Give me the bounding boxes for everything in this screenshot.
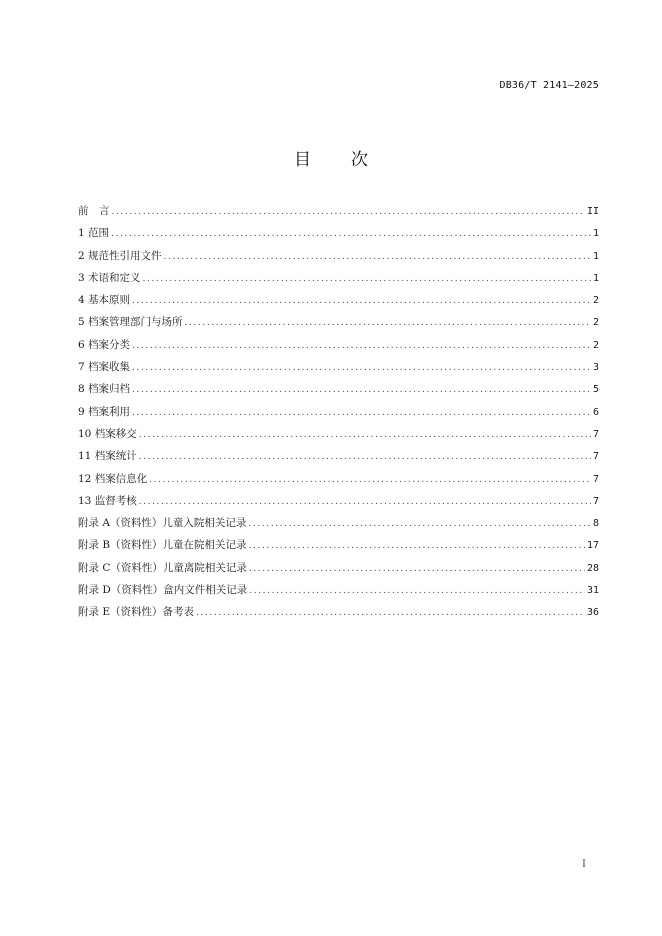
- toc-leader-dots: [132, 341, 591, 351]
- toc-leader-dots: [132, 385, 591, 395]
- toc-entry[interactable]: [78, 515, 599, 537]
- toc-entry-label: 13 监督考核: [78, 494, 137, 507]
- toc-entry[interactable]: [78, 359, 599, 381]
- page-folio: I: [582, 859, 586, 870]
- toc-entry-label: 3 术语和定义: [78, 271, 141, 284]
- toc-leader-dots: [132, 363, 591, 373]
- toc-entry-label: 12 档案信息化: [78, 472, 148, 485]
- toc-entry-page: 1: [592, 272, 599, 284]
- toc-entry-page: 1: [592, 250, 599, 262]
- toc-entry-page: 17: [586, 540, 599, 552]
- toc-entry[interactable]: [78, 292, 599, 314]
- toc-entry-label: 11 档案统计: [78, 450, 137, 463]
- toc-leader-dots: [196, 608, 585, 618]
- toc-entry-label: 附录 D（资料性）盒内文件相关记录: [78, 584, 248, 597]
- toc-entry-label: 7 档案收集: [78, 361, 131, 374]
- toc-leader-dots: [249, 586, 585, 596]
- toc-entry-label: 5 档案管理部门与场所: [78, 316, 183, 329]
- toc-entry-page: II: [586, 206, 599, 217]
- page-title: [0, 145, 662, 170]
- toc-entry[interactable]: [78, 203, 599, 225]
- toc-leader-dots: [249, 541, 585, 551]
- toc-entry-label: 1 范围: [78, 227, 110, 240]
- toc-entry[interactable]: [78, 471, 599, 493]
- toc-entry[interactable]: [78, 314, 599, 336]
- title-char-1: 目: [294, 150, 311, 170]
- toc-entry-label: 附录 A（资料性）儿童入院相关记录: [78, 517, 247, 530]
- toc-entry-page: 31: [586, 585, 599, 597]
- toc-entry-label: 10 档案移交: [78, 427, 137, 440]
- toc-leader-dots: [139, 452, 591, 462]
- document-number: DB36/T 2141—2025: [499, 80, 599, 91]
- toc-entry[interactable]: [78, 270, 599, 292]
- toc-entry[interactable]: [78, 560, 599, 582]
- toc-entry-label: 4 基本原则: [78, 294, 131, 307]
- toc-entry-page: 2: [592, 295, 599, 307]
- toc-entry-page: 6: [592, 406, 599, 418]
- toc-leader-dots: [149, 475, 591, 485]
- toc-entry[interactable]: [78, 337, 599, 359]
- toc-entry[interactable]: [78, 448, 599, 470]
- toc-leader-dots: [139, 497, 591, 507]
- toc-entry[interactable]: [78, 604, 599, 626]
- toc-leader-dots: [112, 207, 585, 217]
- toc-entry-label: 前 言: [78, 205, 110, 217]
- toc-entry[interactable]: [78, 404, 599, 426]
- toc-leader-dots: [248, 519, 591, 529]
- toc-entry-label: 附录 B（资料性）儿童在院相关记录: [78, 539, 247, 552]
- toc-leader-dots: [111, 229, 591, 239]
- toc-entry-page: 2: [592, 317, 599, 329]
- toc-entry[interactable]: [78, 426, 599, 448]
- toc-entry-page: 1: [592, 228, 599, 240]
- toc-entry-page: 5: [592, 384, 599, 396]
- toc-entry-label: 6 档案分类: [78, 338, 131, 351]
- toc-leader-dots: [249, 564, 585, 574]
- table-of-contents: [78, 203, 599, 627]
- toc-entry-page: 2: [592, 339, 599, 351]
- toc-leader-dots: [132, 296, 591, 306]
- toc-entry[interactable]: [78, 381, 599, 403]
- toc-entry-label: 附录 E（资料性）备考表: [78, 606, 195, 619]
- toc-entry-page: 7: [592, 495, 599, 507]
- toc-entry-label: 9 档案利用: [78, 405, 131, 418]
- toc-entry-label: 8 档案归档: [78, 383, 131, 396]
- toc-entry[interactable]: [78, 537, 599, 559]
- toc-leader-dots: [164, 252, 591, 262]
- toc-entry[interactable]: [78, 493, 599, 515]
- toc-entry-label: 2 规范性引用文件: [78, 249, 162, 262]
- toc-entry-page: 7: [592, 473, 599, 485]
- toc-entry[interactable]: [78, 225, 599, 247]
- toc-entry-page: 28: [586, 562, 599, 574]
- toc-entry-page: 36: [586, 607, 599, 619]
- toc-entry[interactable]: [78, 248, 599, 270]
- toc-leader-dots: [139, 430, 591, 440]
- toc-entry[interactable]: [78, 582, 599, 604]
- toc-leader-dots: [132, 408, 591, 418]
- toc-entry-page: 7: [592, 428, 599, 440]
- toc-entry-page: 3: [592, 362, 599, 374]
- toc-entry-page: 7: [592, 451, 599, 463]
- toc-leader-dots: [143, 274, 591, 284]
- title-char-2: 次: [351, 150, 368, 170]
- toc-leader-dots: [185, 318, 591, 328]
- toc-entry-label: 附录 C（资料性）儿童离院相关记录: [78, 561, 247, 574]
- toc-entry-page: 8: [592, 518, 599, 530]
